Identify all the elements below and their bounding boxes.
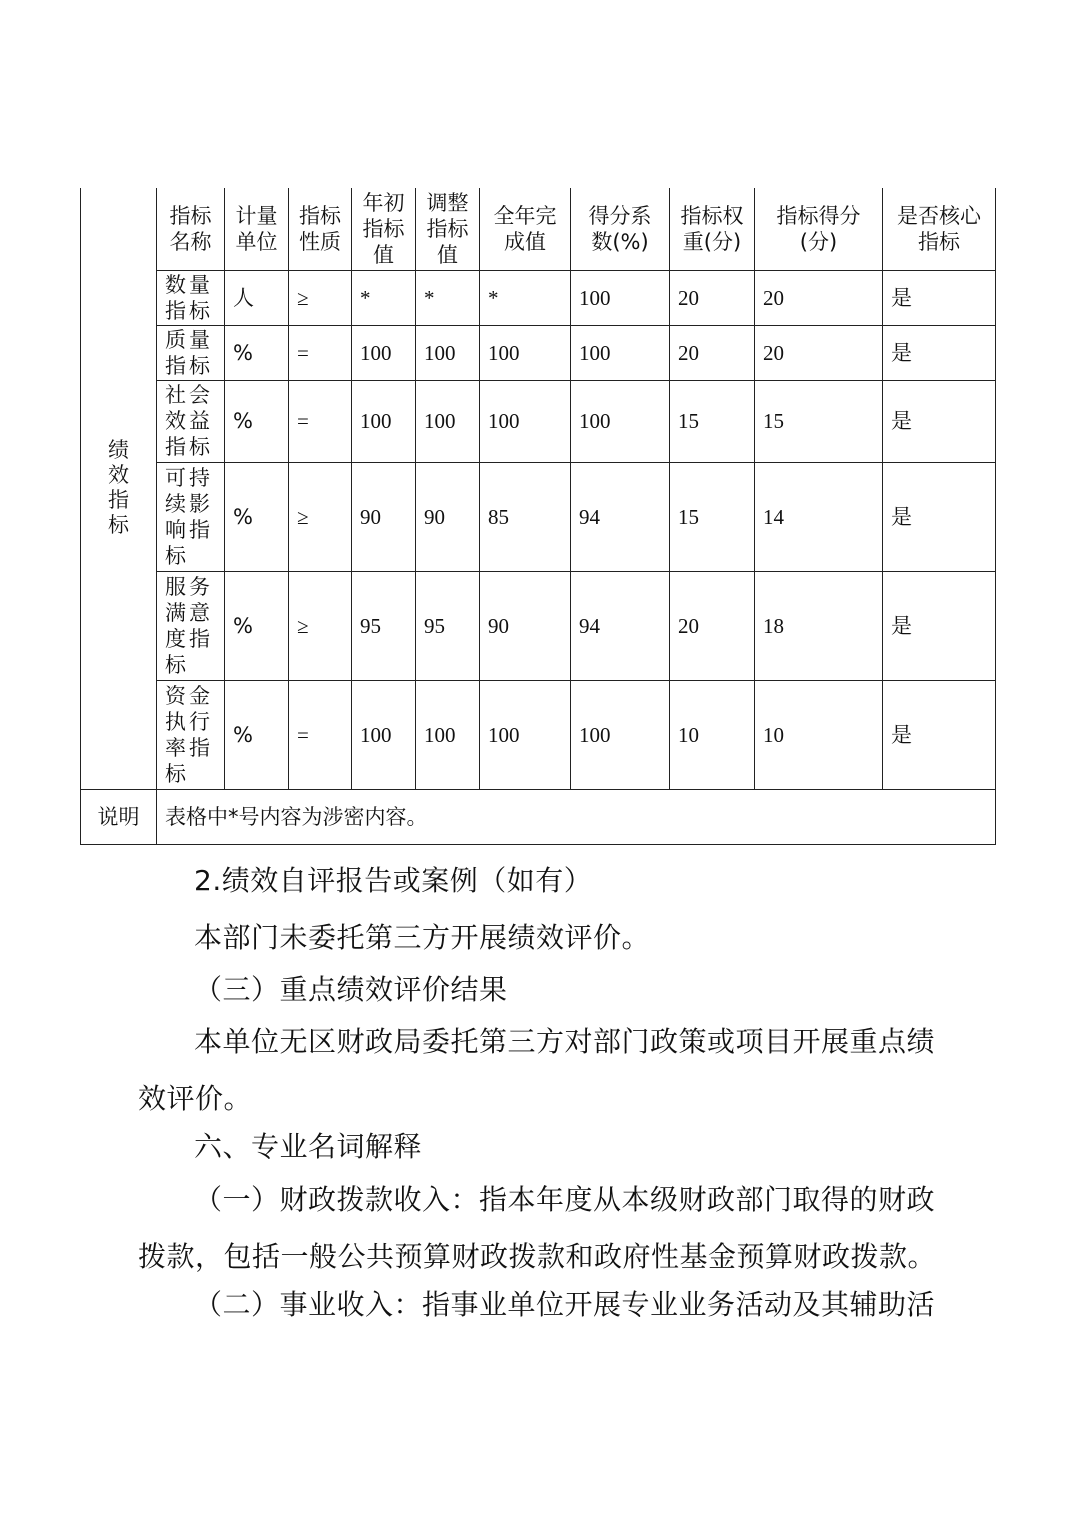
adjusted-value-cell: 95 bbox=[416, 571, 480, 680]
actual-value-cell: 100 bbox=[480, 680, 571, 789]
weight-cell: 20 bbox=[670, 571, 755, 680]
indicator-name: 资金执行率指标 bbox=[157, 680, 225, 789]
group-label-cell bbox=[81, 188, 157, 789]
table-row bbox=[81, 462, 996, 571]
header-cell: 指标权重(分) bbox=[670, 188, 755, 270]
nature-cell: ≥ bbox=[289, 462, 352, 571]
score-cell: 18 bbox=[755, 571, 883, 680]
actual-value-cell: 90 bbox=[480, 571, 571, 680]
unit-cell: % bbox=[225, 325, 289, 380]
weight-cell: 20 bbox=[670, 325, 755, 380]
header-cell: 调整指标值 bbox=[416, 188, 480, 270]
initial-value-cell: 100 bbox=[352, 325, 416, 380]
actual-value-cell: 100 bbox=[480, 380, 571, 462]
coefficient-cell: 100 bbox=[571, 380, 670, 462]
header-cell: 指标性质 bbox=[289, 188, 352, 270]
note-row bbox=[81, 789, 996, 844]
paragraph-no-third-party: 本部门未委托第三方开展绩效评价。 bbox=[194, 921, 651, 954]
nature-cell: = bbox=[289, 680, 352, 789]
section-heading-key-evaluation: （三）重点绩效评价结果 bbox=[194, 973, 508, 1006]
paragraph-glossary-fiscal-appropriation: （一）财政拨款收入：指本年度从本级财政部门取得的财政拨款，包括一般公共预算财政拨款和政府性基金预算财政拨款。 bbox=[138, 1183, 937, 1273]
unit-cell: % bbox=[225, 571, 289, 680]
paragraph-key-evaluation: 本单位无区财政局委托第三方对部门政策或项目开展重点绩效评价。 bbox=[138, 1025, 936, 1115]
coefficient-cell: 94 bbox=[571, 462, 670, 571]
coefficient-cell: 100 bbox=[571, 325, 670, 380]
adjusted-value-cell: 100 bbox=[416, 680, 480, 789]
adjusted-value-cell: 100 bbox=[416, 380, 480, 462]
core-cell: 是 bbox=[883, 680, 996, 789]
header-cell: 全年完成值 bbox=[480, 188, 571, 270]
header-cell: 指标得分(分) bbox=[755, 188, 883, 270]
table-row bbox=[81, 680, 996, 789]
adjusted-value-cell: * bbox=[416, 270, 480, 325]
table-row bbox=[81, 571, 996, 680]
core-cell: 是 bbox=[883, 325, 996, 380]
actual-value-cell: * bbox=[480, 270, 571, 325]
weight-cell: 15 bbox=[670, 462, 755, 571]
coefficient-cell: 100 bbox=[571, 270, 670, 325]
actual-value-cell: 100 bbox=[480, 325, 571, 380]
section-heading-self-evaluation: 2.绩效自评报告或案例（如有） bbox=[194, 864, 593, 897]
initial-value-cell: 100 bbox=[352, 380, 416, 462]
core-cell: 是 bbox=[883, 571, 996, 680]
score-cell: 14 bbox=[755, 462, 883, 571]
header-cell: 指标名称 bbox=[157, 188, 225, 270]
table-row bbox=[81, 380, 996, 462]
coefficient-cell: 94 bbox=[571, 571, 670, 680]
table-row bbox=[81, 325, 996, 380]
score-cell: 20 bbox=[755, 270, 883, 325]
header-cell: 得分系数(%) bbox=[571, 188, 670, 270]
table-header-row bbox=[81, 188, 996, 270]
actual-value-cell: 85 bbox=[480, 462, 571, 571]
initial-value-cell: 100 bbox=[352, 680, 416, 789]
weight-cell: 10 bbox=[670, 680, 755, 789]
core-cell: 是 bbox=[883, 462, 996, 571]
indicator-name: 可持续影响指标 bbox=[157, 462, 225, 571]
indicator-name: 服务满意度指标 bbox=[157, 571, 225, 680]
weight-cell: 15 bbox=[670, 380, 755, 462]
score-cell: 10 bbox=[755, 680, 883, 789]
unit-cell: 人 bbox=[225, 270, 289, 325]
indicator-name: 社会效益指标 bbox=[157, 380, 225, 462]
initial-value-cell: * bbox=[352, 270, 416, 325]
indicator-name: 质量指标 bbox=[157, 325, 225, 380]
header-cell: 计量单位 bbox=[225, 188, 289, 270]
section-heading-glossary: 六、专业名词解释 bbox=[194, 1130, 423, 1163]
unit-cell: % bbox=[225, 462, 289, 571]
initial-value-cell: 90 bbox=[352, 462, 416, 571]
table-row bbox=[81, 270, 996, 325]
initial-value-cell: 95 bbox=[352, 571, 416, 680]
adjusted-value-cell: 100 bbox=[416, 325, 480, 380]
note-text: 表格中*号内容为涉密内容。 bbox=[157, 789, 996, 844]
adjusted-value-cell: 90 bbox=[416, 462, 480, 571]
core-cell: 是 bbox=[883, 270, 996, 325]
indicator-name: 数量指标 bbox=[157, 270, 225, 325]
nature-cell: ≥ bbox=[289, 270, 352, 325]
score-cell: 15 bbox=[755, 380, 883, 462]
unit-cell: % bbox=[225, 680, 289, 789]
weight-cell: 20 bbox=[670, 270, 755, 325]
performance-indicator-table bbox=[80, 188, 996, 845]
nature-cell: = bbox=[289, 325, 352, 380]
coefficient-cell: 100 bbox=[571, 680, 670, 789]
core-cell: 是 bbox=[883, 380, 996, 462]
group-label: 绩效指标 bbox=[108, 438, 129, 538]
note-label: 说明 bbox=[81, 789, 157, 844]
nature-cell: ≥ bbox=[289, 571, 352, 680]
nature-cell: = bbox=[289, 380, 352, 462]
score-cell: 20 bbox=[755, 325, 883, 380]
header-cell: 是否核心指标 bbox=[883, 188, 996, 270]
header-cell: 年初指标值 bbox=[352, 188, 416, 270]
unit-cell: % bbox=[225, 380, 289, 462]
paragraph-glossary-business-income: （二）事业收入：指事业单位开展专业业务活动及其辅助活 bbox=[194, 1288, 936, 1321]
